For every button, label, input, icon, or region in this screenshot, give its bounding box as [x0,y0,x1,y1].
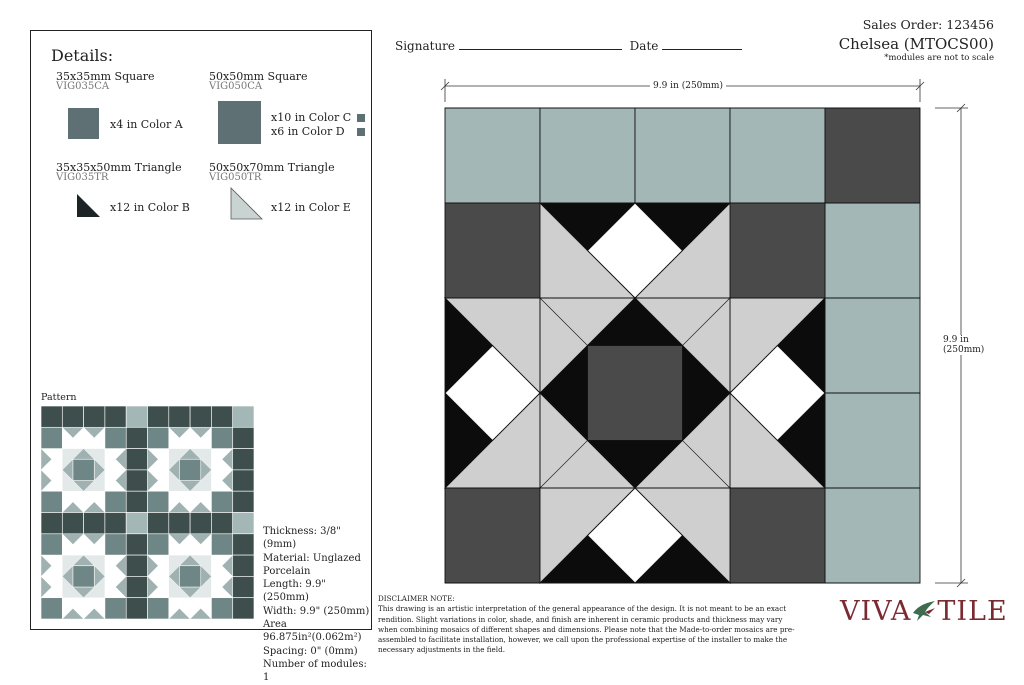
sage-tile [635,108,730,203]
pattern-dark-tile [211,534,232,555]
dark-tile [730,203,825,298]
sage-tile [825,203,920,298]
details-title: Details: [51,46,114,65]
pattern-border-tile [211,513,232,534]
hummingbird-icon [911,599,937,623]
square-35-swatch [68,108,99,139]
pattern-center-square [179,566,200,587]
mosaic-tiles [445,108,920,583]
scale-note: *modules are not to scale [884,53,994,63]
product-code: VIG035TR [56,172,109,183]
product-name: 50x50x70mm Triangle [209,161,335,174]
pattern-border-tile [190,513,211,534]
pattern-border-tile [126,555,147,576]
disclaimer-text: This drawing is an artistic interpretation of the general appearance of the design. It is not meant to be an exact rendition. Slight variations in color, shade, and finish are inherent in ceramic products and thickness may vary when combining mosaics of different shapes and dimensions. Please note that the Made-to-order mosaics are pre-assembled to facilitate installation, however, we call upon the professional expertise of the installer to make the necessary adjustments in the field. [378,604,795,655]
pattern-dark-tile [105,534,126,555]
triangle-35-swatch [77,194,101,218]
pattern-center-square [73,459,94,480]
square-50-swatch [218,101,261,144]
pattern-dark-tile [211,427,232,448]
pattern-border-tile [233,470,254,491]
pattern-border-tile [126,449,147,470]
pattern-dark-tile [148,534,169,555]
sage-tile [445,108,540,203]
corner-tile [825,108,920,203]
pattern-border-tile [233,598,254,619]
pattern-dark-tile [211,491,232,512]
product-code: VIG050TR [209,172,262,183]
pattern-border-tile [233,534,254,555]
sage-tile [825,298,920,393]
signature-label: Signature [395,39,456,53]
pattern-border-tile [233,555,254,576]
height-label-line1: 9.9 in [943,335,969,345]
pattern-border-tile [62,406,83,427]
pattern-border-tile [233,576,254,597]
pattern-dark-tile [148,427,169,448]
dark-tile [730,488,825,583]
pattern-dark-tile [105,491,126,512]
pattern-border-tile [169,406,190,427]
details-panel [30,30,372,684]
sales-order: Sales Order: 123456 [862,17,994,32]
date-line[interactable] [662,49,742,50]
logo-right-text: TILE [937,596,1008,627]
height-label [943,335,984,355]
pattern-border-tile [84,406,105,427]
qty-c-label: x10 in Color C [271,111,352,124]
spec-length: Length: 9.9" (250mm) [263,579,326,604]
pattern-border-tile [211,406,232,427]
pattern-border-tile [41,406,62,427]
pattern-corner-tile [126,513,147,534]
pattern-border-tile [148,406,169,427]
date-label: Date [629,39,659,53]
signature-line[interactable] [459,49,622,50]
pattern-dark-tile [41,598,62,619]
pattern-corner-tile [233,406,254,427]
pattern-border-tile [126,470,147,491]
width-label: 9.9 in (250mm) [650,81,726,91]
product-qty-d [271,125,365,138]
product-qty: x4 in Color A [110,118,183,131]
pattern-border-tile [233,427,254,448]
spec-thickness: Thickness: 3/8" (9mm) [263,526,341,551]
pattern-label: Pattern [41,392,77,403]
pattern-border-tile [126,576,147,597]
pattern-preview [41,406,254,619]
product-name: 35x35mm Square [56,70,155,83]
pattern-dark-tile [211,598,232,619]
pattern-border-tile [41,513,62,534]
pattern-corner-tile [233,513,254,534]
disclaimer-title: DISCLAIMER NOTE: [378,594,455,603]
product-name: 50x50mm Square [209,70,308,83]
height-label-line2: (250mm) [943,345,985,355]
color-c-chip [357,114,365,122]
sage-tile [825,393,920,488]
dark-tile [445,488,540,583]
spec-spacing: Spacing: 0" (0mm) [263,645,358,657]
pattern-border-tile [126,427,147,448]
pattern-border-tile [126,491,147,512]
pattern-border-tile [105,513,126,534]
pattern-dark-tile [41,491,62,512]
pattern-dark-tile [41,427,62,448]
pattern-border-tile [233,449,254,470]
viva-tile-logo [840,596,1008,627]
pattern-center-square [73,566,94,587]
pattern-dark-tile [105,598,126,619]
triangle-50-swatch [230,187,264,220]
mosaic-drawing [430,70,990,600]
spec-material: Material: Unglazed [263,552,361,564]
pattern-border-tile [126,598,147,619]
pattern-border-tile [126,534,147,555]
pattern-corner-tile [126,406,147,427]
pattern-border-tile [169,513,190,534]
pattern-dark-tile [148,491,169,512]
dark-tile [445,203,540,298]
product-qty-c [271,111,365,124]
product-code: VIG050CA [209,81,263,92]
qty-d-label: x6 in Color D [271,125,345,138]
spec-width: Width: 9.9" (250mm) [263,605,370,617]
sage-tile [730,108,825,203]
pattern-border-tile [148,513,169,534]
pattern-border-tile [233,491,254,512]
product-qty: x12 in Color B [110,201,190,214]
spec-modules: Number of modules: 1 [263,658,367,684]
pattern-dark-tile [148,598,169,619]
sage-tile [825,488,920,583]
disclaimer [378,594,798,656]
product-title: Chelsea (MTOCS00) [838,35,994,53]
pattern-border-tile [62,513,83,534]
product-name: 35x35x50mm Triangle [56,161,182,174]
sage-tile [540,108,635,203]
pattern-border-tile [84,513,105,534]
spec-material-cont: Porcelain [263,565,311,577]
spec-area: Area 96.875in²(0.062m²) [263,619,362,644]
pattern-border-tile [190,406,211,427]
center-square [588,346,683,441]
pattern-dark-tile [41,534,62,555]
logo-left-text: VIVA [840,596,912,627]
pattern-dark-tile [105,427,126,448]
color-d-chip [357,128,365,136]
signature-row [395,39,742,53]
product-code: VIG035CA [56,81,110,92]
specs-list [263,525,371,685]
product-qty: x12 in Color E [271,201,351,214]
pattern-center-square [179,459,200,480]
pattern-border-tile [105,406,126,427]
